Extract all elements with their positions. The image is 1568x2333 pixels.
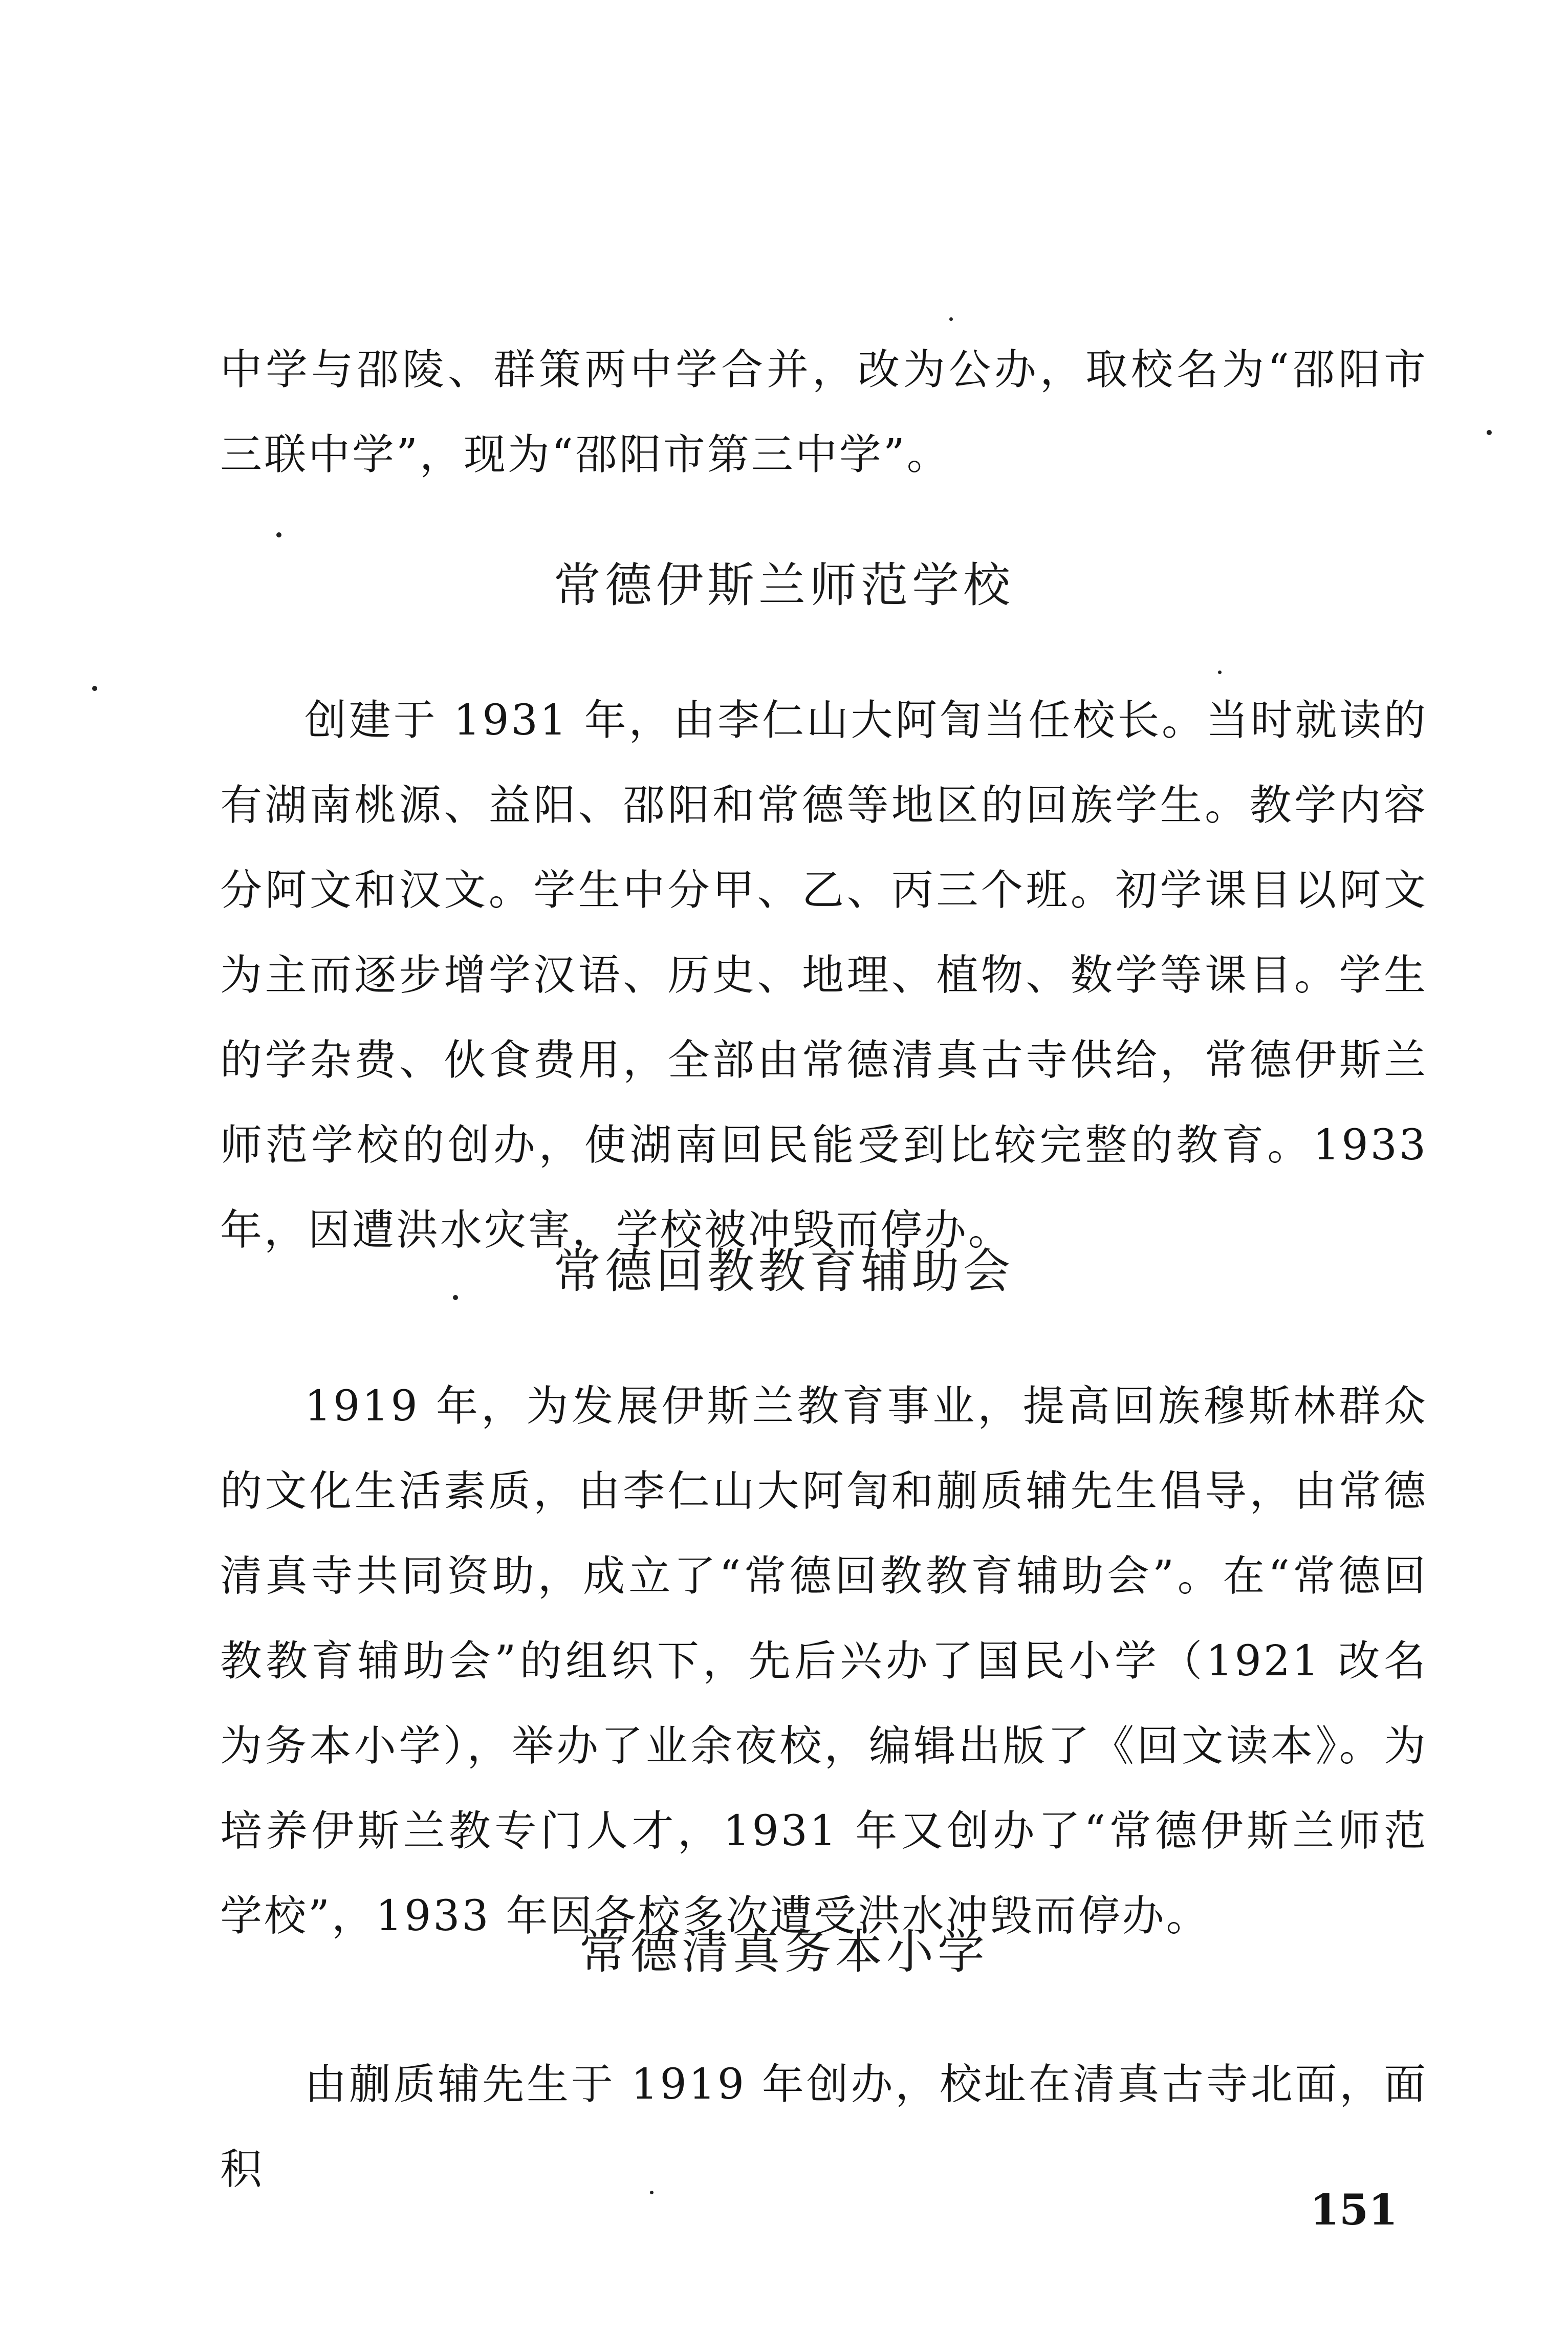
scan-speck: [453, 1295, 458, 1300]
paragraph-normal-school: 创建于 1931 年，由李仁山大阿訇当任校长。当时就读的有湖南桃源、益阳、邵阳和常德等地区的回族学生。教学内容分阿文和汉文。学生中分甲、乙、丙三个班。初学课目以阿文为主而逐步增学汉语、历史、地理、植物、数学等课目。学生的学杂费、伙食费用，全部由常德清真古寺供给，常德伊斯兰师范学校的创办，使湖南回民能受到比较完整的教育。1933 年，因遭洪水灾害，学校被冲毁而停办。: [220, 696, 1428, 1255]
scan-speck: [276, 532, 281, 537]
scan-speck: [949, 317, 953, 321]
continuation-paragraph: 中学与邵陵、群策两中学合并，改为公办，取校名为“邵阳市三联中学”，现为“邵阳市第三中学”。: [220, 345, 1428, 479]
paragraph-education-association: 1919 年，为发展伊斯兰教育事业，提高回族穆斯林群众的文化生活素质，由李仁山大阿訇和蒯质辅先生倡导，由常德清真寺共同资助，成立了“常德回教教育辅助会”。在“常德回教教育辅助会”的组织下，先后兴办了国民小学（1921 改名为务本小学），举办了业余夜校，编辑出版了《回文读本》。为培养伊斯兰教专门人才，1931 年又创办了“常德伊斯兰师范学校”，1933 年因各校多次遭受洪水冲毁而停办。: [220, 1382, 1428, 1940]
section-title-wuben-primary-school: 常德清真务本小学: [579, 1925, 989, 1979]
section-title-normal-school: 常德伊斯兰师范学校: [553, 558, 1014, 613]
scan-speck: [1218, 671, 1222, 674]
scan-speck: [92, 686, 97, 691]
paragraph-wuben-primary-school: 由蒯质辅先生于 1919 年创办，校址在清真古寺北面，面积: [220, 2060, 1428, 2194]
section-title-education-association: 常德回教教育辅助会: [553, 1244, 1014, 1299]
scan-speck: [650, 2191, 654, 2194]
page-number: 151: [1310, 2186, 1398, 2235]
scan-speck: [1487, 430, 1492, 435]
